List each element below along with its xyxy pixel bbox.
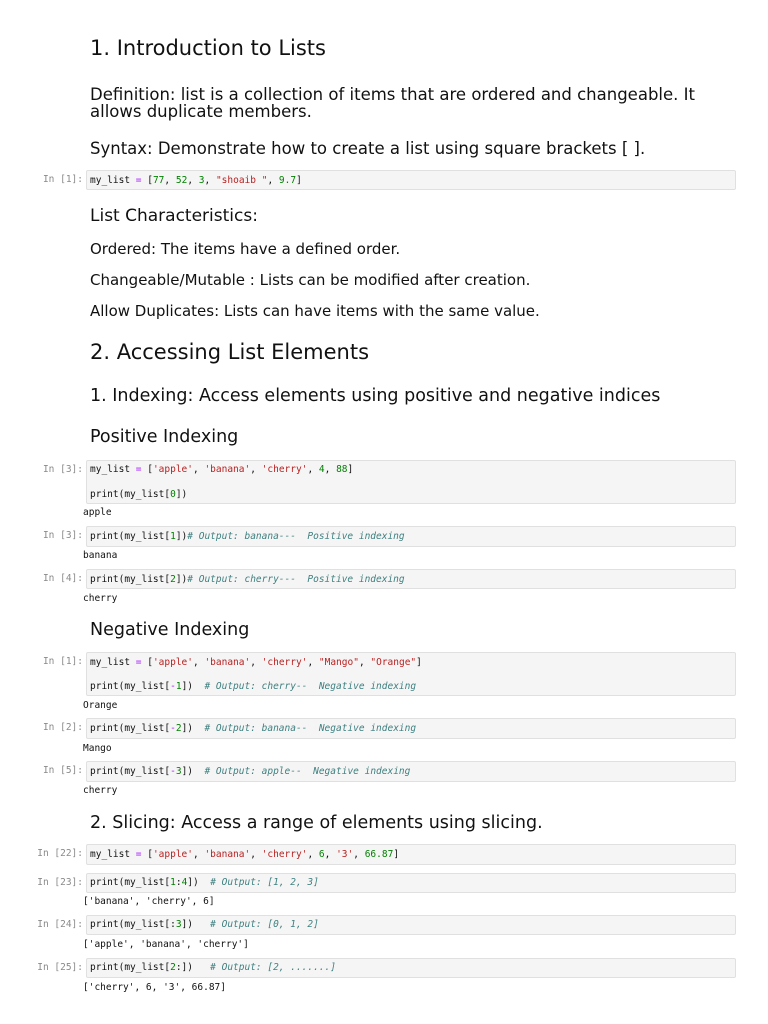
- code-token: ,: [193, 657, 205, 668]
- code-token: ,: [193, 849, 205, 860]
- code-token: -: [170, 681, 176, 692]
- code-line: [90, 657, 422, 668]
- code-token: =: [130, 464, 148, 475]
- cell-output: ['cherry', 6, '3', 66.87]: [83, 982, 226, 993]
- code-token: 'banana': [204, 464, 251, 475]
- cell-prompt: In [5]:: [42, 765, 83, 776]
- code-token: "Mango": [318, 657, 359, 668]
- positive-indexing-heading: Positive Indexing: [90, 427, 239, 447]
- syntax-text: Syntax: Demonstrate how to create a list using square brackets [ ].: [90, 139, 646, 158]
- code-token: ,: [164, 175, 176, 186]
- code-token: print: [90, 681, 119, 692]
- code-line: [90, 919, 319, 930]
- code-cell[interactable]: [86, 652, 736, 696]
- code-token: 'cherry': [261, 464, 308, 475]
- code-cell[interactable]: [86, 873, 736, 893]
- code-line: [90, 849, 399, 860]
- code-token: my_list: [90, 657, 131, 668]
- code-cell[interactable]: [86, 718, 736, 739]
- code-line: [90, 464, 353, 475]
- code-token: -: [170, 766, 176, 777]
- code-token: ]): [175, 489, 188, 500]
- code-token: "shoaib ": [215, 175, 268, 186]
- definition-text-line2: allows duplicate members.: [90, 102, 312, 121]
- code-token: 4: [318, 464, 325, 475]
- code-token: # Output: [2, .......]: [210, 962, 336, 973]
- code-cell[interactable]: [86, 569, 736, 589]
- code-token: print: [90, 574, 119, 585]
- cell-prompt: In [1]:: [42, 656, 83, 667]
- code-token: 'cherry': [261, 657, 308, 668]
- code-token: ,: [324, 464, 337, 475]
- cell-prompt: In [22]:: [37, 848, 83, 859]
- code-token: # Output: apple-- Negative indexing: [204, 766, 411, 777]
- code-token: my_list: [90, 849, 131, 860]
- code-token: (my_list[:: [118, 919, 176, 930]
- intro-heading: 1. Introduction to Lists: [90, 36, 326, 60]
- code-line: [90, 531, 405, 542]
- code-token: # Output: [1, 2, 3]: [210, 877, 319, 888]
- code-token: ]): [175, 574, 188, 585]
- code-token: # Output: [0, 1, 2]: [210, 919, 319, 930]
- cell-prompt: In [4]:: [42, 573, 83, 584]
- code-token: print: [90, 723, 119, 734]
- code-token: ]): [181, 723, 205, 734]
- code-cell[interactable]: [86, 526, 736, 547]
- code-token: 0: [170, 489, 176, 500]
- code-token: '3': [336, 849, 354, 860]
- code-token: 4: [181, 877, 188, 888]
- code-token: (my_list[: [118, 723, 171, 734]
- code-line: [90, 877, 319, 888]
- code-cell[interactable]: [86, 170, 736, 190]
- code-token: =: [130, 849, 148, 860]
- code-token: # Output: banana--- Positive indexing: [187, 531, 405, 542]
- code-token: 1: [170, 877, 176, 888]
- code-token: print: [90, 489, 119, 500]
- code-token: print: [90, 962, 119, 973]
- code-token: # Output: cherry-- Negative indexing: [204, 681, 417, 692]
- duplicates-text: Allow Duplicates: Lists can have items with the same value.: [90, 302, 540, 320]
- code-cell[interactable]: [86, 761, 736, 782]
- code-token: 66.87: [364, 849, 394, 860]
- code-token: 'apple': [152, 464, 193, 475]
- code-token: [: [147, 175, 153, 186]
- code-token: ,: [353, 849, 365, 860]
- code-token: 2: [175, 723, 182, 734]
- code-token: -: [170, 723, 176, 734]
- code-token: ,: [267, 175, 279, 186]
- cell-output: Orange: [83, 700, 118, 711]
- code-token: 'apple': [152, 849, 193, 860]
- changeable-text: Changeable/Mutable : Lists can be modified after creation.: [90, 271, 531, 289]
- code-token: (my_list[: [118, 877, 171, 888]
- code-token: ,: [307, 657, 319, 668]
- code-token: 2: [170, 962, 176, 973]
- code-token: 'cherry': [261, 849, 308, 860]
- code-token: print: [90, 766, 119, 777]
- ordered-text: Ordered: The items have a defined order.: [90, 240, 401, 258]
- code-token: ,: [250, 464, 262, 475]
- code-token: 77: [152, 175, 165, 186]
- cell-prompt: In [3]:: [42, 464, 83, 475]
- code-token: ]: [296, 175, 302, 186]
- code-token: 3: [198, 175, 205, 186]
- code-token: ]: [416, 657, 422, 668]
- code-token: "Orange": [370, 657, 417, 668]
- code-token: (my_list[: [118, 574, 171, 585]
- code-token: 6: [318, 849, 325, 860]
- code-token: (my_list[: [118, 681, 171, 692]
- code-cell[interactable]: [86, 958, 736, 978]
- code-token: ,: [307, 849, 319, 860]
- indexing-heading: 1. Indexing: Access elements using positive and negative indices: [90, 386, 661, 406]
- code-token: [: [147, 849, 153, 860]
- cell-output: cherry: [83, 593, 118, 604]
- code-token: ,: [204, 175, 216, 186]
- code-token: print: [90, 531, 119, 542]
- cell-prompt: In [23]:: [37, 877, 83, 888]
- code-token: print: [90, 877, 119, 888]
- code-token: ]): [181, 919, 211, 930]
- code-token: ,: [307, 464, 319, 475]
- cell-prompt: In [2]:: [42, 722, 83, 733]
- code-token: print: [90, 919, 119, 930]
- code-token: ,: [193, 464, 205, 475]
- code-token: ,: [187, 175, 199, 186]
- code-line: [90, 962, 336, 973]
- code-token: ]: [347, 464, 354, 475]
- code-token: :]): [175, 962, 211, 973]
- code-token: ,: [358, 657, 371, 668]
- cell-output: ['banana', 'cherry', 6]: [83, 896, 215, 907]
- code-token: 'banana': [204, 849, 251, 860]
- accessing-heading: 2. Accessing List Elements: [90, 340, 370, 364]
- code-token: ,: [250, 849, 262, 860]
- code-token: [: [147, 464, 153, 475]
- code-token: 88: [336, 464, 348, 475]
- code-token: ]): [187, 877, 211, 888]
- code-token: ]): [181, 766, 205, 777]
- code-token: ]): [181, 681, 205, 692]
- code-token: 3: [175, 766, 182, 777]
- cell-prompt: In [25]:: [37, 962, 83, 973]
- code-token: ,: [250, 657, 262, 668]
- code-token: 2: [170, 574, 176, 585]
- code-token: (my_list[: [118, 962, 171, 973]
- negative-indexing-heading: Negative Indexing: [90, 620, 250, 640]
- code-token: 1: [175, 681, 182, 692]
- code-token: 1: [170, 531, 176, 542]
- code-line: [90, 681, 416, 692]
- code-token: (my_list[: [118, 531, 171, 542]
- cell-output: Mango: [83, 743, 112, 754]
- code-token: =: [130, 175, 148, 186]
- code-cell[interactable]: [86, 915, 736, 935]
- code-line: [90, 766, 410, 777]
- code-line: [90, 175, 302, 186]
- code-token: ]): [175, 531, 188, 542]
- cell-prompt: In [24]:: [37, 919, 83, 930]
- code-line: [90, 723, 416, 734]
- code-token: my_list: [90, 464, 131, 475]
- code-token: 'apple': [152, 657, 193, 668]
- code-token: (my_list[: [118, 489, 171, 500]
- code-token: =: [130, 657, 148, 668]
- cell-output: banana: [83, 550, 118, 561]
- slicing-heading: 2. Slicing: Access a range of elements using slicing.: [90, 813, 543, 833]
- cell-output: cherry: [83, 785, 118, 796]
- code-cell[interactable]: [86, 460, 736, 504]
- code-line: [90, 574, 405, 585]
- code-token: [: [147, 657, 153, 668]
- cell-output: ['apple', 'banana', 'cherry']: [83, 939, 249, 950]
- code-line: [90, 489, 187, 500]
- code-token: # Output: banana-- Negative indexing: [204, 723, 417, 734]
- code-token: ]: [393, 849, 400, 860]
- code-token: (my_list[: [118, 766, 171, 777]
- cell-prompt: In [3]:: [42, 530, 83, 541]
- characteristics-heading: List Characteristics:: [90, 206, 258, 226]
- code-token: ,: [324, 849, 337, 860]
- code-token: :: [175, 877, 182, 888]
- cell-output: apple: [83, 507, 112, 518]
- code-token: my_list: [90, 175, 131, 186]
- code-token: 9.7: [278, 175, 297, 186]
- definition-text-line1: Definition: list is a collection of items that are ordered and changeable. It: [90, 85, 695, 104]
- code-token: 3: [175, 919, 182, 930]
- code-token: # Output: cherry--- Positive indexing: [187, 574, 405, 585]
- cell-prompt: In [1]:: [42, 174, 83, 185]
- code-token: 52: [175, 175, 188, 186]
- code-cell[interactable]: [86, 844, 736, 865]
- code-token: 'banana': [204, 657, 251, 668]
